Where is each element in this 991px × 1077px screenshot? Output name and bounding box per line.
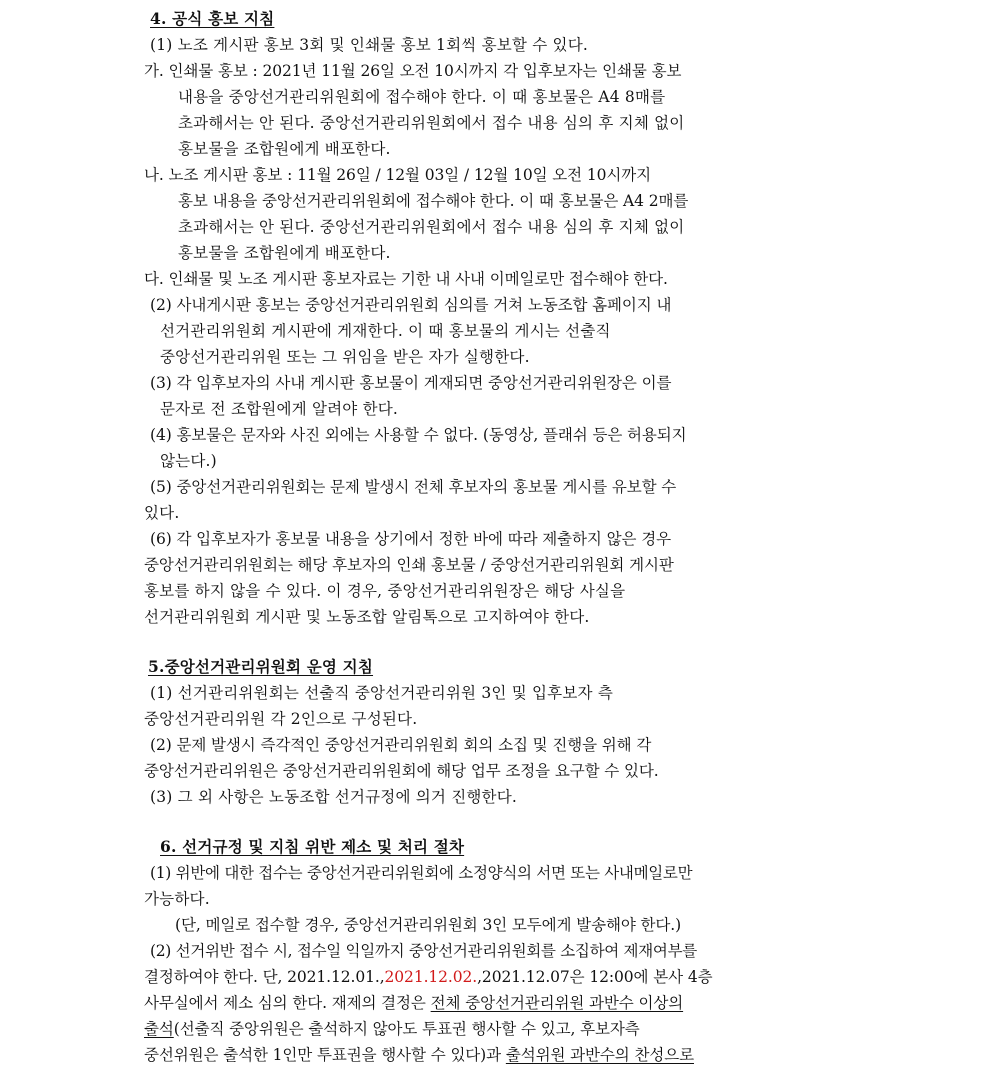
highlighted-date: 2021.12.02.	[384, 968, 478, 986]
section-5-title: 5.중앙선거관리위원회 운영 지침	[148, 657, 374, 676]
sec4-ga-line-1: 가. 인쇄물 홍보 : 2021년 11월 26일 오전 10시까지 각 입후보자는 인쇄물 홍보	[144, 62, 682, 80]
sec4-item-6-line-3: 홍보를 하지 않을 수 있다. 이 경우, 중앙선거관리위원장은 해당 사실을	[144, 582, 626, 600]
underlined-attendance-text: 출석	[144, 1020, 174, 1038]
sec4-item-3-line-2: 문자로 전 조합원에게 알려야 한다.	[160, 400, 399, 418]
underlined-quorum-text: 전체 중앙선거관리위원 과반수 이상의	[430, 994, 684, 1012]
sec6-item-2-line-2	[144, 966, 712, 988]
sec4-na-line-1: 나. 노조 게시판 홍보 : 11월 26일 / 12월 03일 / 12월 10일 오전 10시까지	[144, 166, 652, 184]
sec6-item-2-line-5	[144, 1044, 694, 1066]
sec4-item-4-line-2: 않는다.)	[160, 452, 217, 470]
sec4-item-4-line-1: (4) 홍보물은 문자와 사진 외에는 사용할 수 없다. (동영상, 플래쉬 등은 허용되지	[150, 426, 687, 444]
sec5-item-2-line-2: 중앙선거관리위원은 중앙선거관리위원회에 해당 업무 조정을 요구할 수 있다.	[144, 762, 659, 780]
sec4-item-2-line-2: 선거관리위원회 게시판에 게재한다. 이 때 홍보물의 게시는 선출직	[160, 322, 611, 340]
sec6-item-1-line-1: (1) 위반에 대한 접수는 중앙선거관리위원회에 소정양식의 서면 또는 사내메일로만	[150, 864, 693, 882]
sec6-line-2-text-b: ,2021.12.07은 12:00에 본사 4층	[477, 968, 713, 986]
sec4-da-line-1: 다. 인쇄물 및 노조 게시판 홍보자료는 기한 내 사내 이메일로만 접수해야 한다.	[144, 270, 668, 288]
sec6-line-5-text: 중선위원은 출석한 1인만 투표권을 행사할 수 있다)과	[144, 1046, 506, 1064]
sec4-ga-line-3: 초과해서는 안 된다. 중앙선거관리위원회에서 접수 내용 심의 후 지체 없이	[178, 114, 685, 132]
sec4-na-line-3: 초과해서는 안 된다. 중앙선거관리위원회에서 접수 내용 심의 후 지체 없이	[178, 218, 685, 236]
sec4-item-5-line-2: 있다.	[144, 504, 180, 522]
sec4-item-6-line-4: 선거관리위원회 게시판 및 노동조합 알림톡으로 고지하여야 한다.	[144, 608, 590, 626]
sec4-item-3-line-1: (3) 각 입후보자의 사내 게시판 홍보물이 게재되면 중앙선거관리위원장은 이를	[150, 374, 672, 392]
sec6-line-2-text-a: 결정하여야 한다. 단, 2021.12.01.,	[144, 968, 385, 986]
sec6-item-2-line-3	[144, 992, 683, 1014]
sec4-na-line-4: 홍보물을 조합원에게 배포한다.	[178, 244, 391, 262]
sec5-item-2-line-1: (2) 문제 발생시 즉각적인 중앙선거관리위원회 회의 소집 및 진행을 위해 각	[150, 736, 652, 754]
sec4-ga-line-4: 홍보물을 조합원에게 배포한다.	[178, 140, 391, 158]
sec4-item-1: (1) 노조 게시판 홍보 3회 및 인쇄물 홍보 1회씩 홍보할 수 있다.	[150, 36, 589, 54]
sec6-item-1-note: (단, 메일로 접수할 경우, 중앙선거관리위원회 3인 모두에게 발송해야 한다.)	[175, 916, 682, 934]
underlined-majority-text: 출석위원 과반수의 찬성으로	[505, 1046, 694, 1064]
section-4-title: 4. 공식 홍보 지침	[150, 9, 275, 28]
sec5-item-1-line-2: 중앙선거관리위원 각 2인으로 구성된다.	[144, 710, 418, 728]
sec6-item-2-line-4	[144, 1018, 640, 1040]
sec6-line-3-text: 사무실에서 제소 심의 한다. 재제의 결정은	[144, 994, 431, 1012]
sec4-na-line-2: 홍보 내용을 중앙선거관리위원회에 접수해야 한다. 이 때 홍보물은 A4 2매를	[178, 192, 689, 210]
sec5-item-1-line-1: (1) 선거관리위원회는 선출직 중앙선거관리위원 3인 및 입후보자 측	[150, 684, 614, 702]
section-6-title: 6. 선거규정 및 지침 위반 제소 및 처리 절차	[160, 837, 465, 856]
sec5-item-3: (3) 그 외 사항은 노동조합 선거규정에 의거 진행한다.	[150, 788, 518, 806]
sec6-line-4-text: (선출직 중앙위원은 출석하지 않아도 투표권 행사할 수 있고, 후보자측	[173, 1020, 640, 1038]
sec4-item-6-line-2: 중앙선거관리위원회는 해당 후보자의 인쇄 홍보물 / 중앙선거관리위원회 게시판	[144, 556, 674, 574]
sec4-item-5-line-1: (5) 중앙선거관리위원회는 문제 발생시 전체 후보자의 홍보물 게시를 유보할 수	[150, 478, 677, 496]
sec6-item-2-line-1: (2) 선거위반 접수 시, 접수일 익일까지 중앙선거관리위원회를 소집하여 제재여부를	[150, 942, 697, 960]
sec4-item-6-line-1: (6) 각 입후보자가 홍보물 내용을 상기에서 정한 바에 따라 제출하지 않은 경우	[150, 530, 671, 548]
sec4-ga-line-2: 내용을 중앙선거관리위원회에 접수해야 한다. 이 때 홍보물은 A4 8매를	[178, 88, 666, 106]
sec6-item-1-line-2: 가능하다.	[144, 890, 210, 908]
sec4-item-2-line-3: 중앙선거관리위원 또는 그 위임을 받은 자가 실행한다.	[160, 348, 530, 366]
sec4-item-2-line-1: (2) 사내게시판 홍보는 중앙선거관리위원회 심의를 거쳐 노동조합 홈페이지 내	[150, 296, 672, 314]
